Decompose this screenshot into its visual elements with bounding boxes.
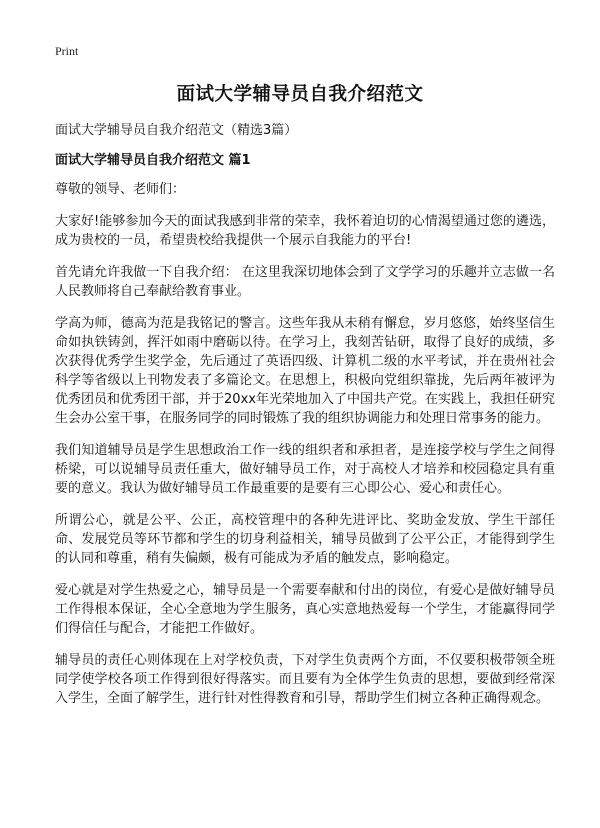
paragraph-7: 辅导员的责任心则体现在上对学校负责，下对学生负责两个方面，不仅要积极带领全班同学使学校各项工作得到很好得落实。而且要有为全体学生负责的思想，要做到经常深入学生，全面了解学生，进行针对性得教育和引导，帮助学生们树立各种正确得观念。	[55, 653, 555, 706]
article-body	[55, 122, 555, 721]
paragraph-1: 大家好!能够参加今天的面试我感到非常的荣幸，我怀着迫切的心情渴望通过您的遴选，成为贵校的一员，希望贵校给我提供一个展示自我能力的平台!	[55, 214, 555, 248]
greeting: 尊敬的领导、老师们：	[55, 182, 186, 197]
paragraph-4: 我们知道辅导员是学生思想政治工作一线的组织者和承担者，是连接学校与学生之间得桥梁，可以说辅导员责任重大，做好辅导员工作，对于高校人才培养和校园稳定具有重要的意义。我认为做好辅导员工作最重要的是要有三心即公心、爱心和责任心。	[55, 443, 555, 496]
paragraph-5: 所谓公心，就是公平、公正，高校管理中的各种先进评比、奖助金发放、学生干部任命、发展党员等环节都和学生的切身利益相关，辅导员做到了公平公正，才能得到学生的认同和尊重，稍有失偏颇，极有可能成为矛盾的触发点，影响稳定。	[55, 513, 555, 566]
article-subtitle: 面试大学辅导员自我介绍范文（精选3篇）	[55, 123, 298, 138]
paragraph-3: 学高为师，德高为范是我铭记的警言。这些年我从未稍有懈怠，岁月悠悠，始终坚信生命如执铁铸剑，挥汗如雨中磨砺以待。在学习上，我刻苦钻研，取得了良好的成绩，多次获得优秀学生奖学金，先后通过了英语四级、计算机二级的水平考试，并在贵州社会科学等省级以上刊物发表了多篇论文。在思想上，积极向党组织靠拢，先后两年被评为优秀团员和优秀团干部，并于20xx年光荣地加入了中国共产党。在实践上，我担任研究生会办公室干事，在服务同学的同时锻炼了我的组织协调能力和处理日常事务的能力。	[55, 316, 555, 426]
paragraph-2: 首先请允许我做一下自我介绍： 在这里我深切地体会到了文学学习的乐趣并立志做一名人民教师将自己奉献给教育事业。	[55, 265, 555, 299]
paragraph-6: 爱心就是对学生热爱之心，辅导员是一个需要奉献和付出的岗位，有爱心是做好辅导员工作得根本保证，全心全意地为学生服务，真心实意地热爱每一个学生，才能赢得同学们得信任与配合，才能把工作做好。	[55, 583, 555, 636]
page-title: 面试大学辅导员自我介绍范文	[176, 84, 424, 105]
print-link[interactable]: Print	[55, 44, 79, 58]
section-heading: 面试大学辅导员自我介绍范文 篇1	[55, 153, 251, 168]
